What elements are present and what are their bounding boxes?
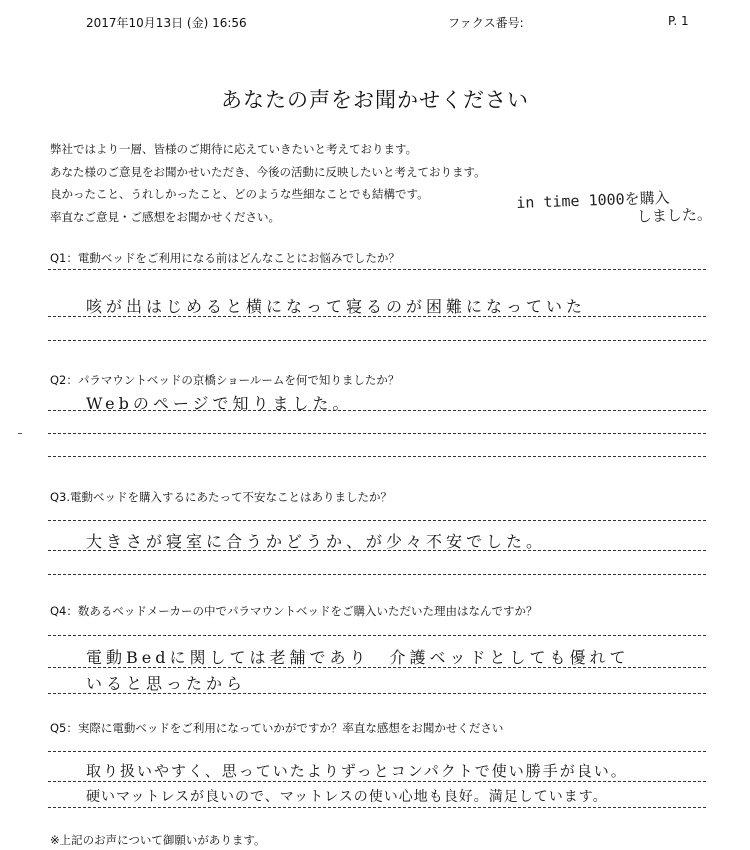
answer-5-line-2: 硬いマットレスが良いので、マットレスの使い心地も良好。満足しています。 — [86, 789, 608, 805]
answer-1-line-1: 咳が出はじめると横になって寝るのが困難になっていた — [86, 297, 587, 316]
question-3: Q3.電動ベッドを購入するにあたって不安なことはありましたか？ — [50, 490, 393, 504]
answer-line — [48, 751, 706, 752]
answer-line — [48, 693, 706, 694]
answer-4-line-2: いると思ったから — [86, 674, 247, 693]
intro-line: あなた様のご意見をお聞かせいただき、今後の活動に反映したいと考えております。 — [50, 164, 486, 179]
answer-line — [48, 433, 706, 434]
answer-2-line-1: Webのページで知りました。 — [86, 394, 353, 413]
fax-page-number: P. 1 — [668, 14, 689, 28]
answer-line — [48, 807, 706, 808]
answer-line — [48, 269, 706, 270]
answer-line — [48, 520, 706, 521]
question-2: Q2：パラマウントベッドの京橋ショールームを何で知りましたか？ — [50, 373, 400, 387]
answer-line — [48, 574, 706, 575]
answer-line — [48, 340, 706, 341]
question-1: Q1：電動ベッドをご利用になる前はどんなことにお悩みでしたか？ — [50, 251, 400, 265]
answer-5-line-1: 取り扱いやすく、思っていたよりずっとコンパクトで使い勝手が良い。 — [86, 762, 628, 780]
intro-line: 弊社ではより一層、皆様のご期待に応えていきたいと考えております。 — [50, 142, 418, 156]
answer-3-line-1: 大きさが寝室に合うかどうか、が少々不安でした。 — [86, 532, 547, 551]
intro-line: 良かったこと、うれしかったこと、どのような些細なことでも結構です。 — [50, 187, 429, 201]
answer-line — [48, 550, 706, 551]
question-4: Q4：数あるベッドメーカーの中でパラマウントベッドをご購入いただいた理由はなんですか？ — [50, 604, 538, 618]
answer-line — [48, 667, 706, 668]
fax-header — [0, 14, 750, 34]
question-5: Q5：実際に電動ベッドをご利用になっていかがですか？率直な感想をお聞かせください — [50, 721, 504, 735]
handwritten-note-line: しました。 — [636, 205, 713, 226]
intro-text — [50, 138, 510, 228]
answer-line — [48, 456, 706, 457]
answer-line — [48, 635, 706, 636]
scan-mark — [18, 433, 22, 434]
answer-line — [48, 410, 706, 411]
intro-line: 率直なご意見・ご感想をお聞かせください。 — [50, 209, 280, 224]
page-title: あなたの声をお聞かせください — [221, 88, 529, 112]
footer-note: ※上記のお声について御願いがあります。 — [50, 833, 266, 847]
handwritten-note — [516, 187, 717, 230]
fax-number-label: ファクス番号: — [448, 16, 524, 30]
answer-4-line-1: 電動Bedに関しては老舗であり 介護ベッドとしても優れて — [86, 648, 630, 667]
fax-date: 2017年10月13日 (金) 16:56 — [86, 16, 247, 30]
answer-line — [48, 316, 706, 317]
handwritten-note-line: in time 1000を購入 — [516, 188, 670, 212]
answer-line — [48, 781, 706, 782]
